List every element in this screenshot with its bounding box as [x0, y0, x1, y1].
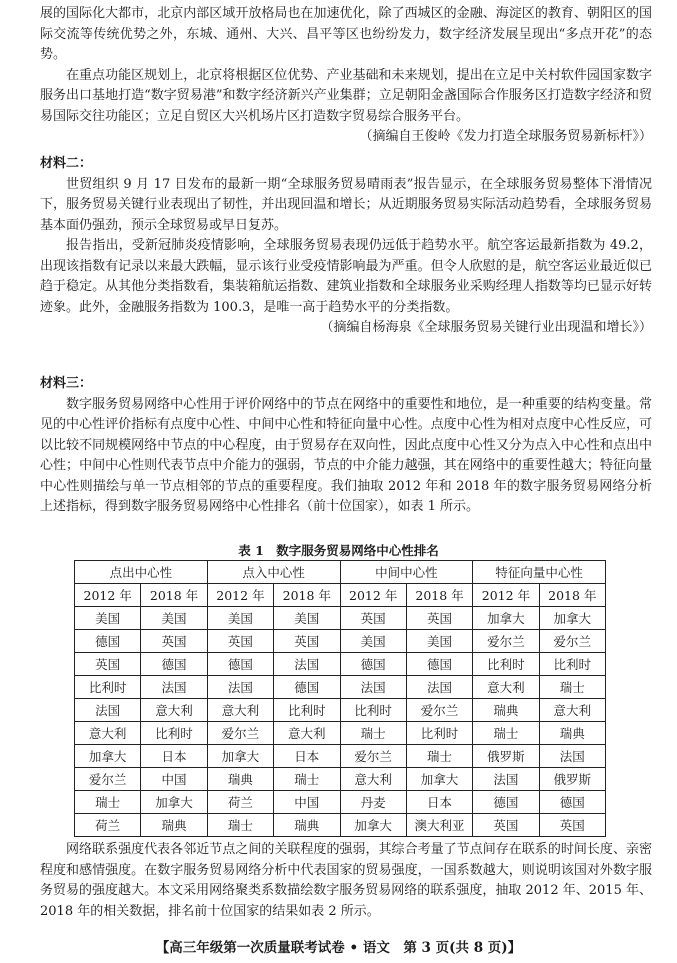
top-paragraph-1: 展的国际化大都市，北京内部区域开放格局也在加速优化，除了西城区的金融、海淀区的教育、朝阳区的国际交流等传统优势之外，东城、通州、大兴、昌平等区也纷纷发力，数字经济发展呈现出“多点开花”的态势。	[40, 6, 652, 62]
table-cell: 意大利	[539, 699, 605, 722]
table-cell: 法国	[207, 676, 273, 699]
table-cell: 法国	[274, 653, 340, 676]
table-cell: 荷兰	[207, 791, 273, 814]
table-cell: 瑞典	[473, 699, 539, 722]
table-row	[75, 791, 606, 814]
table-row	[75, 814, 606, 837]
table-cell: 美国	[75, 607, 141, 630]
table-row	[75, 676, 606, 699]
material-3-heading: 材料三：	[40, 376, 93, 391]
table-cell: 加拿大	[539, 607, 605, 630]
table-cell: 瑞士	[473, 722, 539, 745]
table-cell: 法国	[406, 676, 472, 699]
table-header-groups	[75, 561, 606, 584]
table-cell: 日本	[274, 745, 340, 768]
table-cell: 德国	[473, 791, 539, 814]
table-cell: 瑞士	[274, 768, 340, 791]
year-header: 2012 年	[207, 584, 273, 607]
page-footer: 【高三年级第一次质量联考试卷 • 语文 第 3 页(共 8 页)】	[155, 940, 522, 956]
table-row	[75, 653, 606, 676]
table-cell: 加拿大	[473, 607, 539, 630]
year-header: 2018 年	[141, 584, 207, 607]
material-3-section	[40, 374, 652, 518]
material-2-paragraph-2: 报告指出，受新冠肺炎疫情影响，全球服务贸易表现仍远低于趋势水平。航空客运最新指数为 49.2，出现该指数有记录以来最大跌幅，显示该行业受疫情影响最为严重。但令人欣慰的是，航空客运业最近似已趋于稳定。从其他分类指数看，集装箱航运指数、建筑业指数和全球服务业采购经理人指数等均已显示好转迹象。此外，金融服务指数为 100.3，是唯一高于趋势水平的分类指数。	[40, 238, 652, 315]
table-cell: 加拿大	[141, 791, 207, 814]
table-cell: 比利时	[340, 699, 406, 722]
year-header: 2018 年	[406, 584, 472, 607]
material-2-paragraph-1: 世贸组织 9 月 17 日发布的最新一期“全球服务贸易晴雨表”报告显示，在全球服务贸易整体下滑情况下，服务贸易关键行业表现出了韧性，并出现回温和增长；从近期服务贸易实际活动趋势看，全球服务贸易基本面仍强劲，预示全球贸易或早日复苏。	[40, 176, 652, 233]
table-cell: 爱尔兰	[406, 699, 472, 722]
table-cell: 意大利	[141, 699, 207, 722]
table-cell: 爱尔兰	[539, 630, 605, 653]
table-cell: 俄罗斯	[473, 745, 539, 768]
table-cell: 中国	[141, 768, 207, 791]
table-cell: 意大利	[274, 722, 340, 745]
table-cell: 日本	[406, 791, 472, 814]
group-out-degree: 点出中心性	[75, 561, 208, 584]
table-cell: 丹麦	[340, 791, 406, 814]
table-cell: 德国	[406, 653, 472, 676]
table-cell: 英国	[539, 814, 605, 837]
table-cell: 爱尔兰	[473, 630, 539, 653]
bottom-paragraph: 网络联系强度代表各邻近节点之间的关联程度的强弱，其综合考量了节点间存在联系的时间长度、亲密程度和感情强度。在数字服务贸易网络分析中代表国家的贸易强度，一国系数越大，则说明该国对外数字服务贸易的强度越大。本文采用网络聚类系数描绘数字服务贸易网络的联系强度，抽取 2012 年、2015 年、2018 年的相关数据，排名前十位国家的结果如表 2 所示。	[40, 842, 652, 919]
table-row	[75, 630, 606, 653]
table-cell: 美国	[274, 607, 340, 630]
bottom-section	[40, 840, 652, 922]
table-header-years	[75, 584, 606, 607]
table-cell: 美国	[141, 607, 207, 630]
year-header: 2012 年	[473, 584, 539, 607]
table-cell: 瑞士	[340, 722, 406, 745]
table-cell: 加拿大	[406, 768, 472, 791]
table-cell: 意大利	[340, 768, 406, 791]
table-cell: 英国	[406, 607, 472, 630]
table-cell: 比利时	[274, 699, 340, 722]
material-3-paragraph: 数字服务贸易网络中心性用于评价网络中的节点在网络中的重要性和地位，是一种重要的结构变量。常见的中心性评价指标有点度中心性、中间中心性和特征向量中心性。点度中心性为相对点度中心性反应，可以比较不同规模网络中节点的中心程度，由于贸易存在双向性，因此点度中心性又分为点入中心性和点出中心性；中间中心性则代表节点中介能力的强弱，节点的中介能力越强，其在网络中的重要性越大；特征向量中心性则描绘与单一节点相邻的节点的重要程度。我们抽取 2012 年和 2018 年的数字服务贸易网络分析上述指标，得到数字服务贸易网络中心性排名（前十位国家），如表 1 所示。	[40, 396, 652, 514]
table-row	[75, 745, 606, 768]
table-cell: 荷兰	[75, 814, 141, 837]
table-cell: 美国	[340, 630, 406, 653]
table-cell: 瑞典	[207, 768, 273, 791]
table-cell: 瑞典	[141, 814, 207, 837]
table-cell: 德国	[539, 791, 605, 814]
table-cell: 法国	[141, 676, 207, 699]
table-cell: 比利时	[539, 653, 605, 676]
table-cell: 瑞士	[75, 791, 141, 814]
table-cell: 英国	[340, 607, 406, 630]
group-in-degree: 点入中心性	[207, 561, 340, 584]
table-cell: 比利时	[141, 722, 207, 745]
top-section	[40, 4, 652, 148]
table-cell: 德国	[274, 676, 340, 699]
table-cell: 瑞士	[539, 676, 605, 699]
year-header: 2012 年	[75, 584, 141, 607]
table-cell: 意大利	[207, 699, 273, 722]
table-cell: 澳大利亚	[406, 814, 472, 837]
table-row	[75, 607, 606, 630]
table-cell: 法国	[473, 768, 539, 791]
table-cell: 美国	[207, 607, 273, 630]
table-row	[75, 699, 606, 722]
table-cell: 英国	[473, 814, 539, 837]
year-header: 2018 年	[539, 584, 605, 607]
material-2-section	[40, 154, 652, 339]
table-cell: 德国	[207, 653, 273, 676]
group-eigenvector: 特征向量中心性	[473, 561, 606, 584]
table-1	[74, 560, 606, 837]
table-cell: 比利时	[406, 722, 472, 745]
table-row	[75, 722, 606, 745]
table-cell: 爱尔兰	[75, 768, 141, 791]
table-cell: 瑞士	[406, 745, 472, 768]
table-cell: 美国	[406, 630, 472, 653]
table-1-title: 表 1 数字服务贸易网络中心性排名	[238, 543, 439, 558]
table-cell: 中国	[274, 791, 340, 814]
table-cell: 加拿大	[207, 745, 273, 768]
table-cell: 爱尔兰	[340, 745, 406, 768]
table-cell: 比利时	[75, 676, 141, 699]
table-cell: 瑞典	[274, 814, 340, 837]
table-cell: 英国	[207, 630, 273, 653]
table-cell: 德国	[340, 653, 406, 676]
table-cell: 俄罗斯	[539, 768, 605, 791]
top-source: （摘编自王俊岭《发力打造全球服务贸易新标杆》）	[359, 129, 652, 144]
table-cell: 法国	[75, 699, 141, 722]
table-cell: 德国	[141, 653, 207, 676]
table-cell: 英国	[75, 653, 141, 676]
year-header: 2012 年	[340, 584, 406, 607]
material-2-heading: 材料二：	[40, 156, 93, 171]
table-cell: 意大利	[75, 722, 141, 745]
table-cell: 法国	[340, 676, 406, 699]
group-betweenness: 中间中心性	[340, 561, 473, 584]
table-cell: 瑞典	[539, 722, 605, 745]
table-cell: 比利时	[473, 653, 539, 676]
table-cell: 英国	[274, 630, 340, 653]
table-cell: 德国	[75, 630, 141, 653]
table-cell: 瑞士	[207, 814, 273, 837]
material-2-source: （摘编自杨海泉《全球服务贸易关键行业出现温和增长》）	[320, 320, 652, 335]
table-row	[75, 768, 606, 791]
table-cell: 爱尔兰	[207, 722, 273, 745]
top-paragraph-2: 在重点功能区规划上，北京将根据区位优势、产业基础和未来规划，提出在立足中关村软件园国家数字服务出口基地打造“数字贸易港”和数字经济新兴产业集群；立足朝阳金盏国际合作服务区打造数字经济和贸易国际交往功能区；立足自贸区大兴机场片区打造数字贸易综合服务平台。	[40, 67, 652, 124]
table-cell: 日本	[141, 745, 207, 768]
table-cell: 法国	[539, 745, 605, 768]
table-cell: 加拿大	[75, 745, 141, 768]
year-header: 2018 年	[274, 584, 340, 607]
table-cell: 英国	[141, 630, 207, 653]
table-cell: 意大利	[473, 676, 539, 699]
table-cell: 加拿大	[340, 814, 406, 837]
